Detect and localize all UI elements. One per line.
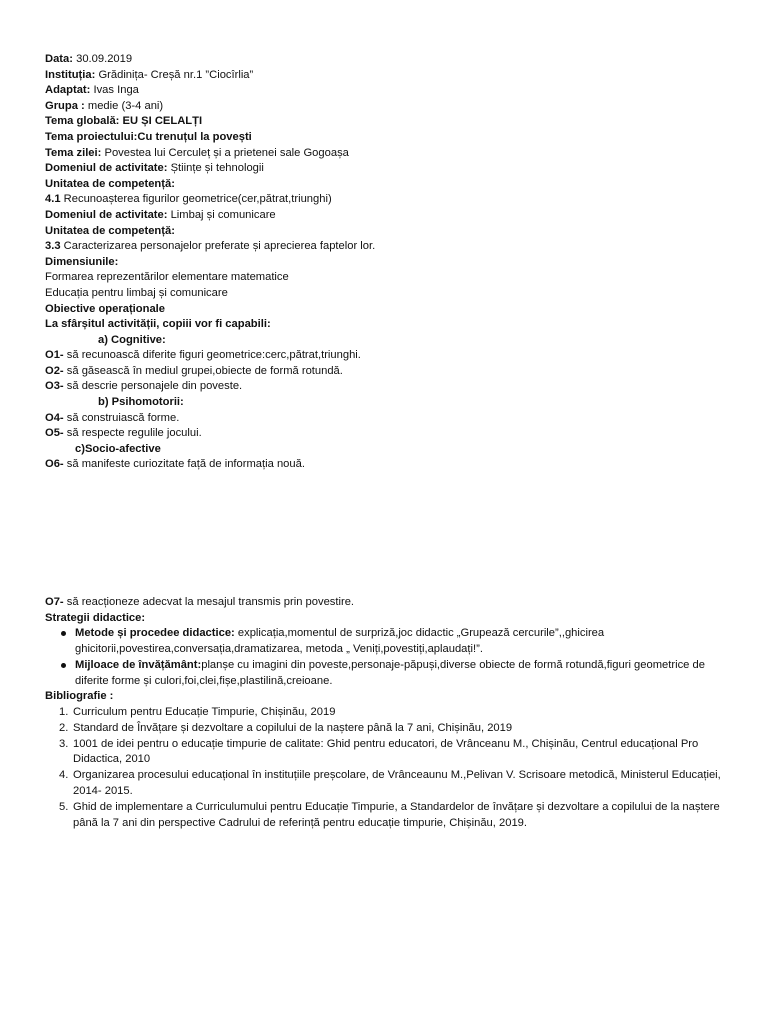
project-theme-line <box>45 130 735 146</box>
day-theme-label: Tema zilei: <box>45 146 102 159</box>
means-label: Mijloace de învățământ: <box>75 658 202 671</box>
objective-code: O5- <box>45 427 64 440</box>
dimensions-label: Dimensiunile: <box>45 255 119 268</box>
global-theme-line <box>45 114 735 130</box>
domain-value-1: Științe și tehnologii <box>167 162 264 175</box>
adapted-label: Adaptat: <box>45 84 91 97</box>
methods-text: explicația,momentul de surpriză,joc didactic „Grupează cercurile”,,ghicirea ghicitorii,povestirea,conversația,dramatizarea, metoda „ Veniți,povestiți,aplaudați!”. <box>75 627 605 655</box>
institution-label: Instituția: <box>45 68 96 81</box>
objective-code: O7- <box>45 596 64 608</box>
objective-code: O4- <box>45 411 64 424</box>
dimension-item: Educația pentru limbaj și comunicare <box>45 286 228 299</box>
bibliography-text: Organizarea procesului educațional în instituțiile preșcolare, de Vrânceaunu M.,Pelivan V. Scrisoare metodică, Ministerul Educației, 2014- 2015. <box>73 769 721 797</box>
domain-value-2: Limbaj și comunicare <box>167 208 276 221</box>
objective-text: să recunoască diferite figuri geometrice:cerc,pătrat,triunghi. <box>63 349 361 362</box>
objective-line <box>45 348 735 364</box>
bibliography-number: 3. <box>59 737 69 750</box>
bibliography-number: 1. <box>59 705 69 718</box>
date-label: Data: <box>45 53 73 65</box>
cognitive-heading: a) Cognitive: <box>98 333 166 346</box>
day-theme-line <box>45 146 735 162</box>
group-label: Grupa : <box>45 99 85 112</box>
institution-line <box>45 68 735 84</box>
bibliography-item <box>45 800 735 832</box>
objective-text: să manifeste curiozitate față de informația nouă. <box>63 458 305 471</box>
adapted-line <box>45 83 735 99</box>
lesson-header <box>45 52 735 473</box>
lesson-strategies <box>45 595 735 831</box>
methods-label: Metode și procedee didactice: <box>75 627 235 640</box>
bibliography-number: 5. <box>59 800 69 813</box>
group-value: medie (3-4 ani) <box>84 99 164 112</box>
competence-number-2: 3.3 <box>45 240 61 253</box>
objective-line <box>45 379 735 395</box>
bibliography-list <box>45 705 735 831</box>
strategies-title: Strategii didactice: <box>45 611 146 624</box>
bibliography-text: Curriculum pentru Educație Timpurie, Chișinău, 2019 <box>73 705 336 718</box>
objective-line <box>45 364 735 380</box>
objective-code: O3- <box>45 380 64 393</box>
bibliography-item <box>45 768 735 800</box>
objective-line <box>45 595 735 611</box>
objective-line <box>45 411 735 427</box>
objective-text: să construiască forme. <box>63 411 180 424</box>
day-theme-value: Povestea lui Cerculeț și a prietenei sale Gogoașa <box>101 146 349 159</box>
means-item <box>45 658 735 690</box>
bibliography-number: 4. <box>59 769 69 782</box>
objective-text: să reacționeze adecvat la mesajul transmis prin povestire. <box>63 596 355 608</box>
project-theme-value: Cu trenuțul la povești <box>137 130 252 143</box>
objectives-title: Obiective operaționale <box>45 302 165 315</box>
bibliography-item <box>45 721 735 737</box>
competence-unit-label-1: Unitatea de competență: <box>45 177 175 190</box>
bibliography-item <box>45 737 735 769</box>
objective-code: O6- <box>45 458 64 471</box>
domain-line-2 <box>45 208 735 224</box>
psychomotor-heading: b) Psihomotorii: <box>98 396 184 409</box>
bibliography-item <box>45 705 735 721</box>
competence-text-1: Recunoașterea figurilor geometrice(cer,pătrat,triunghi) <box>60 193 332 206</box>
bibliography-title: Bibliografie : <box>45 690 114 703</box>
domain-label-1: Domeniul de activitate: <box>45 162 168 175</box>
means-text: planșe cu imagini din poveste,personaje-păpuși,diverse obiecte de formă rotundă,figuri geometrice de diferite forme și culori,foi,clei,fișe,plastilină,creioane. <box>75 658 705 687</box>
competence-number-1: 4.1 <box>45 193 61 206</box>
domain-label-2: Domeniul de activitate: <box>45 208 168 221</box>
bibliography-text: Standard de Învățare și dezvoltare a copilului de la naștere până la 7 ani, Chișinău, 2019 <box>73 721 513 734</box>
global-theme-value: EU ȘI CELALȚI <box>119 115 203 128</box>
socio-affective-heading: c)Socio-afective <box>75 442 161 455</box>
group-line <box>45 99 735 115</box>
competence-line-2 <box>45 239 735 255</box>
bibliography-number: 2. <box>59 721 69 734</box>
objective-text: să descrie personajele din poveste. <box>63 380 243 393</box>
objective-code: O1- <box>45 349 64 362</box>
objective-text: să găsească în mediul grupei,obiecte de formă rotundă. <box>63 364 343 377</box>
institution-value: Grădinița- Creșă nr.1 ”Ciocîrlia” <box>95 68 254 81</box>
adapted-value: Ivas Inga <box>90 84 139 97</box>
objective-line <box>45 426 735 442</box>
methods-item <box>45 626 735 658</box>
date-value: 30.09.2019 <box>72 53 133 65</box>
global-theme-label: Tema globală: <box>45 115 120 128</box>
strategies-list <box>45 626 735 689</box>
objective-code: O2- <box>45 364 64 377</box>
competence-line-1 <box>45 192 735 208</box>
objectives-intro: La sfârșitul activității, copiii vor fi capabili: <box>45 318 271 331</box>
objective-text: să respecte regulile jocului. <box>63 427 202 440</box>
domain-line-1 <box>45 161 735 177</box>
date-line <box>45 52 735 68</box>
objective-line <box>45 457 735 473</box>
dimension-item: Formarea reprezentărilor elementare matematice <box>45 271 289 284</box>
project-theme-label: Tema proiectului: <box>45 130 138 143</box>
competence-text-2: Caracterizarea personajelor preferate și aprecierea faptelor lor. <box>60 240 376 253</box>
competence-unit-label-2: Unitatea de competență: <box>45 224 175 237</box>
bibliography-text: Ghid de implementare a Curriculumului pentru Educație Timpurie, a Standardelor de învățare și dezvoltare a copilului de la naștere până la 7 ani din perspective Cadrului de referință pentru educație timpurie, Chișinău, 2019. <box>73 800 720 829</box>
bibliography-text: 1001 de idei pentru o educație timpurie de calitate: Ghid pentru educatori, de Vrânceanu M., Chișinău, Centrul educațional Pro Didactica, 2010 <box>73 737 699 766</box>
